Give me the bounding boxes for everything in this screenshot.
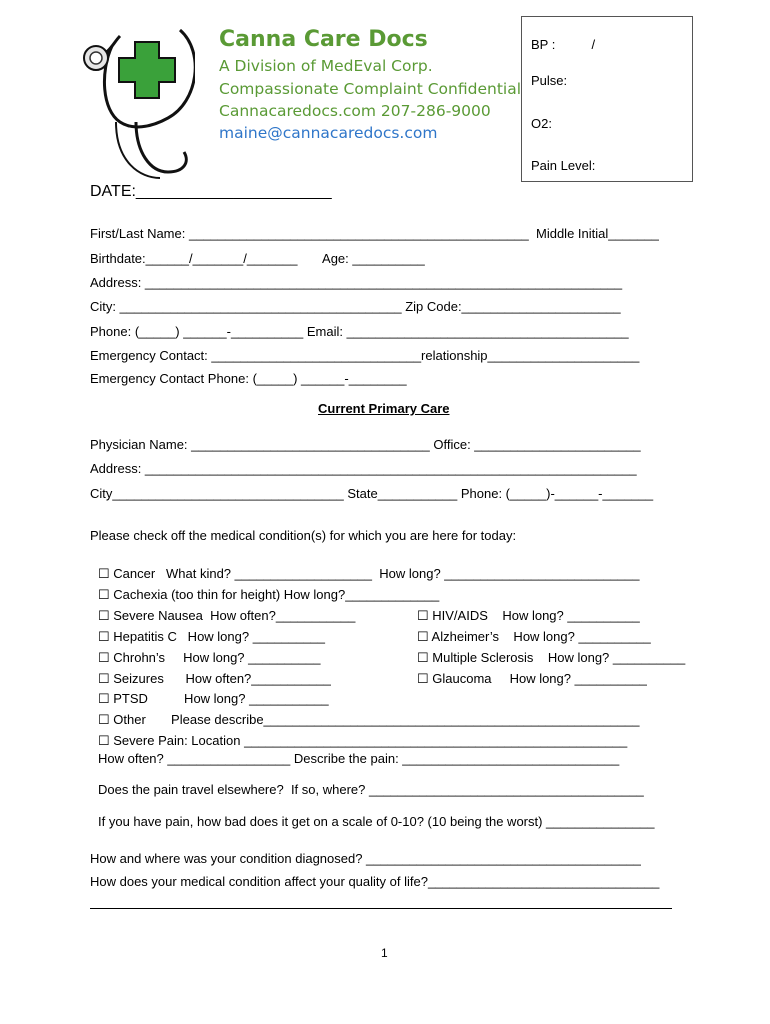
address-field[interactable]: Address: __________________________________________________________________ [90, 275, 623, 290]
condition-glaucoma[interactable]: ☐ Glaucoma How long? __________ [417, 671, 647, 686]
logo [80, 22, 195, 180]
pain-frequency-field[interactable]: How often? _________________ Describe the pain: ______________________________ [98, 751, 620, 766]
primary-care-heading: Current Primary Care [318, 401, 450, 416]
condition-hepatitis[interactable]: ☐ Hepatitis C How long? __________ [98, 629, 326, 644]
date-field[interactable]: DATE:______________________ [90, 183, 332, 200]
condition-cachexia[interactable]: ☐ Cachexia (too thin for height) How long?_____________ [98, 587, 440, 602]
answer-line[interactable] [90, 908, 672, 909]
physician-address-field[interactable]: Address: ____________________________________________________________________ [90, 461, 637, 476]
condition-severe-pain[interactable]: ☐ Severe Pain: Location _____________________________________________________ [98, 733, 628, 748]
diagnosis-field[interactable]: How and where was your condition diagnosed? ______________________________________ [90, 851, 641, 866]
vitals-box [521, 16, 693, 182]
physician-city-field[interactable]: City________________________________ State___________ Phone: (_____)-______-_______ [90, 486, 654, 501]
pain-scale-field[interactable]: If you have pain, how bad does it get on a scale of 0-10? (10 being the worst) _______________ [98, 814, 655, 829]
quality-of-life-field[interactable]: How does your medical condition affect your quality of life?________________________________ [90, 874, 660, 889]
tagline: Compassionate Complaint Confidential [219, 80, 522, 98]
name-field[interactable]: First/Last Name: _______________________________________________ Middle Initial_______ [90, 226, 659, 241]
city-zip-field[interactable]: City: _______________________________________ Zip Code:______________________ [90, 299, 621, 314]
emergency-contact-field[interactable]: Emergency Contact: _____________________________relationship_____________________ [90, 348, 640, 363]
conditions-intro: Please check off the medical condition(s) for which you are here for today: [90, 528, 517, 543]
pain-travel-field[interactable]: Does the pain travel elsewhere? If so, where? ______________________________________ [98, 782, 644, 797]
condition-ptsd[interactable]: ☐ PTSD How long? ___________ [98, 691, 329, 706]
condition-ms[interactable]: ☐ Multiple Sclerosis How long? __________ [417, 650, 686, 665]
website-phone: Cannacaredocs.com 207-286-9000 [219, 102, 491, 120]
emergency-phone-field[interactable]: Emergency Contact Phone: (_____) ______-________ [90, 371, 407, 386]
phone-email-field[interactable]: Phone: (_____) ______-__________ Email: _______________________________________ [90, 324, 629, 339]
o2-field[interactable]: O2: [531, 116, 552, 131]
bp-field[interactable]: BP : / [531, 37, 596, 52]
condition-nausea[interactable]: ☐ Severe Nausea How often?___________ [98, 608, 356, 623]
condition-crohns[interactable]: ☐ Chrohn’s How long? __________ [98, 650, 321, 665]
pulse-field[interactable]: Pulse: [531, 73, 568, 88]
page-number: 1 [381, 946, 388, 960]
condition-hiv[interactable]: ☐ HIV/AIDS How long? __________ [417, 608, 640, 623]
birthdate-age-field[interactable]: Birthdate:______/_______/_______ Age: __________ [90, 251, 425, 266]
clinic-name: Canna Care Docs [219, 27, 428, 52]
email-address: maine@cannacaredocs.com [219, 124, 438, 142]
condition-seizures[interactable]: ☐ Seizures How often?___________ [98, 671, 331, 686]
condition-other[interactable]: ☐ Other Please describe____________________________________________________ [98, 712, 640, 727]
stethoscope-icon [80, 22, 195, 180]
division-line: A Division of MedEval Corp. [219, 57, 433, 75]
pain-level-field[interactable]: Pain Level: [531, 158, 596, 173]
physician-field[interactable]: Physician Name: _________________________________ Office: _______________________ [90, 437, 641, 452]
condition-alzheimers[interactable]: ☐ Alzheimer’s How long? __________ [417, 629, 651, 644]
condition-cancer[interactable]: ☐ Cancer What kind? ___________________ How long? ___________________________ [98, 566, 640, 581]
